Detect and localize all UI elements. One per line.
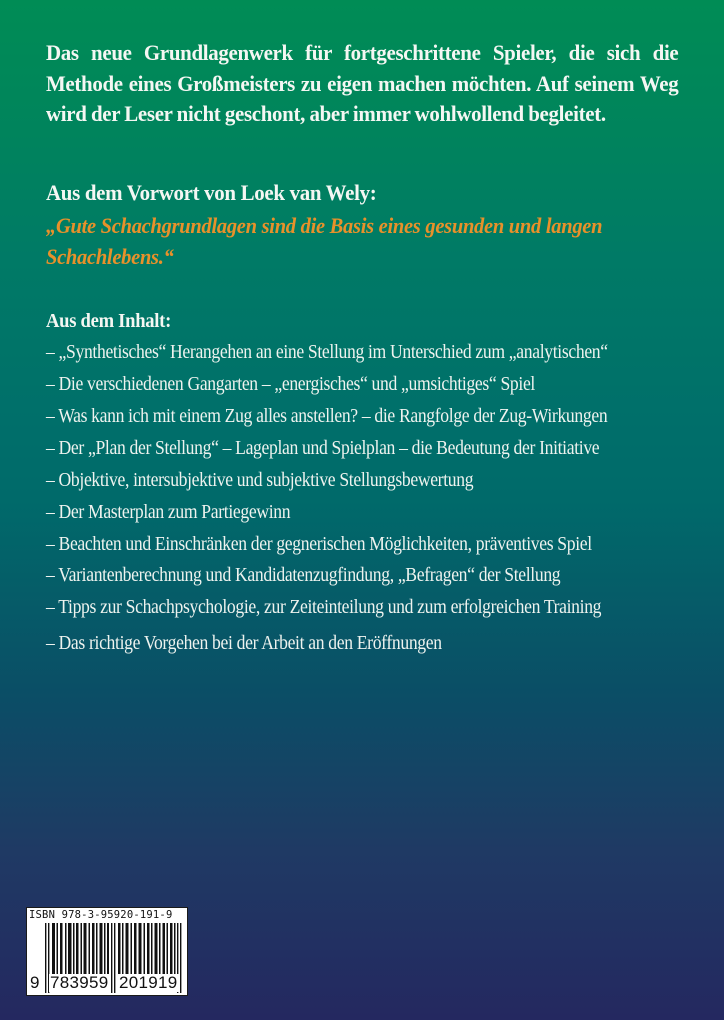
isbn-barcode bbox=[26, 907, 188, 996]
foreword-quote: „Gute Schachgrundlagen sind die Basis eines gesunden und langen Schachlebens.“ bbox=[46, 213, 603, 269]
barcode-digits-right: 201919 bbox=[119, 973, 178, 992]
barcode-digits-left: 783959 bbox=[50, 973, 109, 992]
contents-heading: Aus dem Inhalt: bbox=[46, 310, 172, 332]
contents-item: – Beachten und Einschränken der gegnerischen Möglichkeiten, präventives Spiel bbox=[46, 532, 592, 555]
barcode-digit-first: 9 bbox=[30, 973, 40, 992]
intro-paragraph: Das neue Grundlagenwerk für fortgeschrittene Spieler, die sich die Methode eines Großmeisters zu eigen machen möchten. Auf seinem Weg wird der Leser nicht geschont, aber immer wohlwollend begleitet. bbox=[46, 40, 679, 127]
contents-item: – Was kann ich mit einem Zug alles anstellen? – die Rangfolge der Zug-Wirkungen bbox=[46, 404, 608, 427]
foreword-heading: Aus dem Vorwort von Loek van Wely: bbox=[46, 180, 377, 205]
contents-item: – Der „Plan der Stellung“ – Lageplan und Spielplan – die Bedeutung der Initiative bbox=[46, 436, 600, 459]
contents-item: – Der Masterplan zum Partiegewinn bbox=[46, 500, 291, 523]
contents-item: – Tipps zur Schachpsychologie, zur Zeiteinteilung und zum erfolgreichen Training bbox=[46, 596, 602, 618]
contents-item: – Das richtige Vorgehen bei der Arbeit an den Eröffnungen bbox=[46, 632, 442, 654]
isbn-label: ISBN 978-3-95920-191-9 bbox=[29, 909, 173, 921]
contents-item: – Die verschiedenen Gangarten – „energisches“ und „umsichtiges“ Spiel bbox=[46, 373, 535, 395]
contents-item: – Objektive, intersubjektive und subjektive Stellungsbewertung bbox=[46, 468, 474, 491]
contents-item: – Variantenberechnung und Kandidatenzugfindung, „Befragen“ der Stellung bbox=[46, 564, 561, 586]
contents-item: – „Synthetisches“ Herangehen an eine Stellung im Unterschied zum „analytischen“ bbox=[46, 341, 608, 363]
